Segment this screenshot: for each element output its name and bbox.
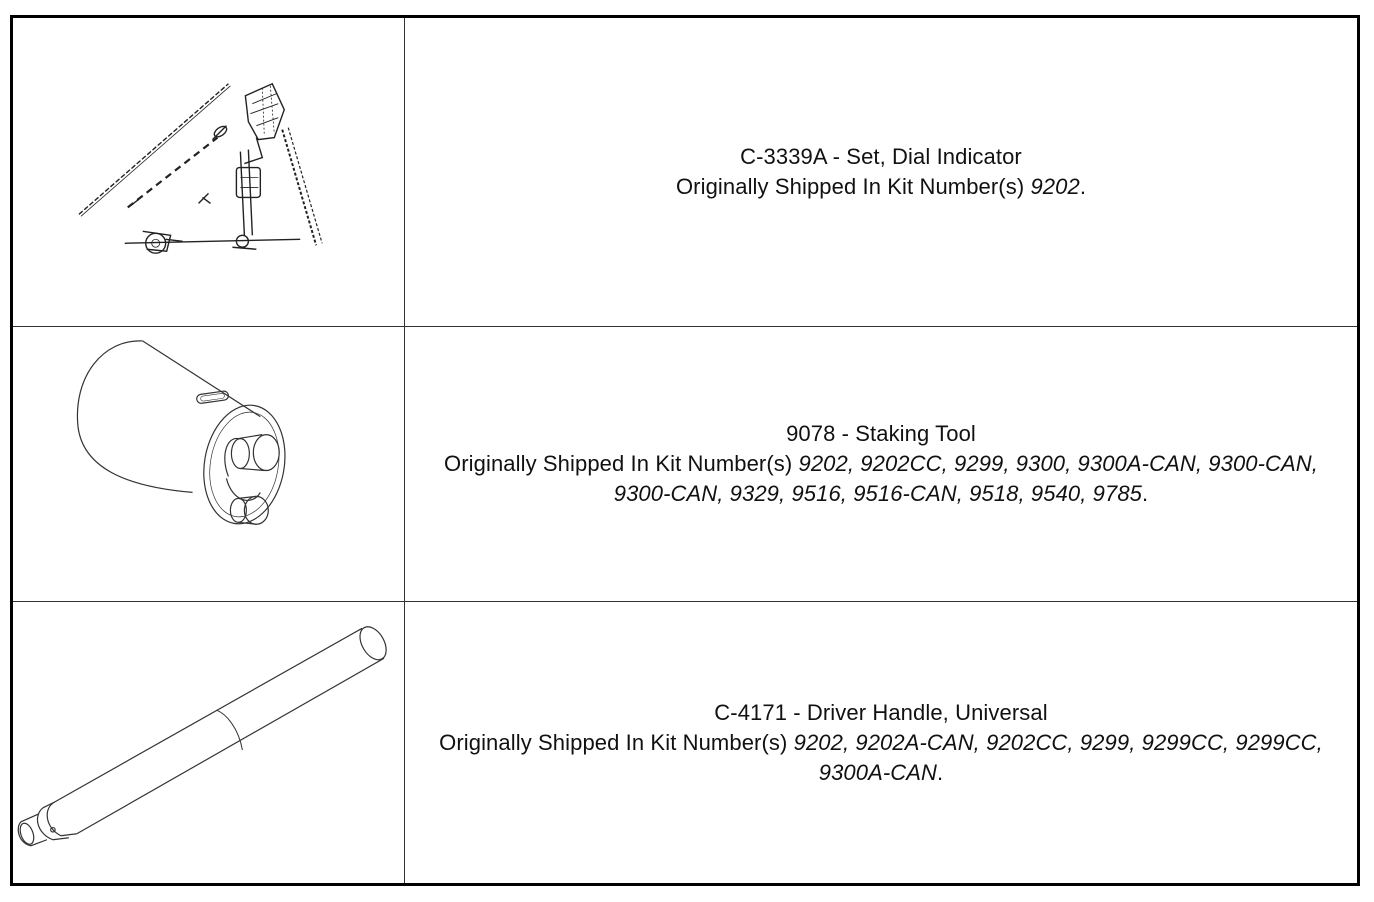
tool-table xyxy=(10,15,1360,886)
tool-description xyxy=(405,327,1357,601)
kit-prefix: Originally Shipped In Kit Number(s) xyxy=(439,729,794,755)
kit-numbers: 9202, 9202A-CAN, 9202CC, 9299, 9299CC, 9299CC, 9300A-CAN xyxy=(793,729,1323,785)
tool-row-c3339a xyxy=(13,18,1357,327)
tool-description xyxy=(405,18,1357,326)
kit-numbers-line xyxy=(676,172,1086,202)
kit-prefix: Originally Shipped In Kit Number(s) xyxy=(675,174,1031,199)
kit-suffix: . xyxy=(1079,174,1087,199)
kit-numbers: 9202, 9202CC, 9299, 9300, 9300A-CAN, 9300-CAN, 9300-CAN, 9329, 9516, 9516-CAN, 9518, 9540, 9785 xyxy=(613,451,1318,506)
kit-prefix: Originally Shipped In Kit Number(s) xyxy=(444,451,799,476)
kit-numbers-line xyxy=(431,728,1331,788)
driver-handle-image xyxy=(13,602,405,883)
tool-description xyxy=(405,602,1357,883)
tool-row-9078 xyxy=(13,327,1357,602)
tool-title: C-3339A - Set, Dial Indicator xyxy=(740,144,1022,169)
tool-title: C-4171 - Driver Handle, Universal xyxy=(714,699,1048,725)
staking-tool-icon xyxy=(13,327,404,601)
tool-title: 9078 - Staking Tool xyxy=(786,421,976,446)
dial-indicator-set-image xyxy=(13,18,405,326)
kit-numbers-line xyxy=(431,449,1331,509)
kit-suffix: . xyxy=(1142,481,1149,506)
staking-tool-image xyxy=(13,327,405,601)
tool-row-c4171 xyxy=(13,602,1357,883)
driver-handle-icon xyxy=(13,602,404,883)
dial-indicator-set-icon xyxy=(13,18,404,326)
kit-suffix: . xyxy=(937,759,944,785)
kit-numbers: 9202 xyxy=(1030,174,1080,199)
